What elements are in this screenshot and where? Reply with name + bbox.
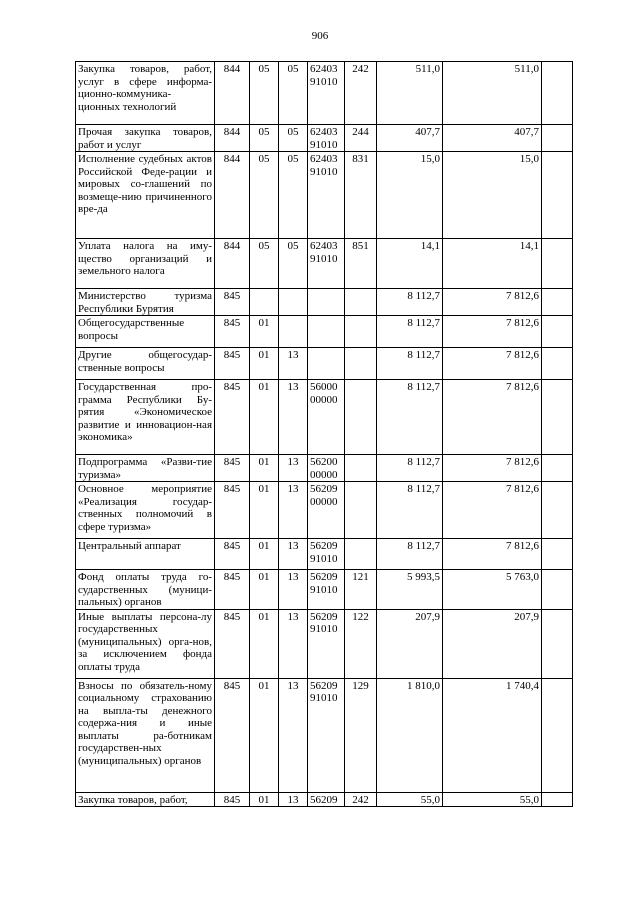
- subsection-code: [279, 289, 308, 316]
- ministry-code: 845: [215, 609, 250, 678]
- amount-second-year: 7 812,6: [443, 316, 542, 348]
- table-row: [76, 380, 573, 455]
- expense-type: [345, 482, 377, 539]
- row-name: Министерство туризма Республики Бурятия: [76, 289, 215, 316]
- section-code: 01: [250, 455, 279, 482]
- ministry-code: 845: [215, 678, 250, 792]
- empty-cell: [542, 792, 573, 807]
- target-article: 56209 91010: [308, 539, 345, 570]
- table-row: [76, 678, 573, 792]
- target-article: 56209 91010: [308, 609, 345, 678]
- empty-cell: [542, 152, 573, 239]
- amount-first-year: 8 112,7: [377, 539, 443, 570]
- expense-type: 121: [345, 570, 377, 610]
- section-code: 05: [250, 239, 279, 289]
- row-name: Уплата налога на иму-щество организаций и земельного налога: [76, 239, 215, 289]
- target-article: 56000 00000: [308, 380, 345, 455]
- row-name: Центральный аппарат: [76, 539, 215, 570]
- amount-second-year: 5 763,0: [443, 570, 542, 610]
- table-row: [76, 239, 573, 289]
- ministry-code: 845: [215, 539, 250, 570]
- ministry-code: 845: [215, 455, 250, 482]
- amount-first-year: 8 112,7: [377, 380, 443, 455]
- row-name: Закупка товаров, работ, услуг в сфере информа-ционно-коммуника-ционных технологий: [76, 62, 215, 125]
- page-number: 906: [311, 30, 329, 42]
- empty-cell: [542, 348, 573, 380]
- empty-cell: [542, 380, 573, 455]
- row-name: Подпрограмма «Разви-тие туризма»: [76, 455, 215, 482]
- amount-first-year: 8 112,7: [377, 482, 443, 539]
- subsection-code: 05: [279, 239, 308, 289]
- amount-second-year: 7 812,6: [443, 482, 542, 539]
- target-article: 56200 00000: [308, 455, 345, 482]
- table-row: [76, 62, 573, 125]
- row-name: Государственная про-грамма Республики Бу-рятия «Экономическое развитие и инновацион-ная экономика»: [76, 380, 215, 455]
- amount-first-year: 14,1: [377, 239, 443, 289]
- subsection-code: 13: [279, 609, 308, 678]
- table-row: [76, 152, 573, 239]
- expense-type: 851: [345, 239, 377, 289]
- table-row: [76, 289, 573, 316]
- amount-first-year: 1 810,0: [377, 678, 443, 792]
- empty-cell: [542, 570, 573, 610]
- table-body: [76, 62, 573, 807]
- expense-type: [345, 455, 377, 482]
- subsection-code: 13: [279, 539, 308, 570]
- section-code: 05: [250, 125, 279, 152]
- row-name: Исполнение судебных актов Российской Феде-рации и мировых со-глашений по возмеще-нию причиненного вре-да: [76, 152, 215, 239]
- table-row: [76, 125, 573, 152]
- section-code: 01: [250, 539, 279, 570]
- ministry-code: 844: [215, 62, 250, 125]
- amount-first-year: 511,0: [377, 62, 443, 125]
- row-name: Общегосударственные вопросы: [76, 316, 215, 348]
- amount-second-year: 407,7: [443, 125, 542, 152]
- table-row: [76, 316, 573, 348]
- target-article: [308, 316, 345, 348]
- row-name: Иные выплаты персона-лу государственных (муниципальных) орга-нов, за исключением фонда оплаты труда: [76, 609, 215, 678]
- section-code: 01: [250, 678, 279, 792]
- target-article: 56209 91010: [308, 678, 345, 792]
- expense-type: 242: [345, 792, 377, 807]
- table-row: [76, 570, 573, 610]
- target-article: [308, 348, 345, 380]
- section-code: 01: [250, 316, 279, 348]
- expense-type: [345, 380, 377, 455]
- subsection-code: 13: [279, 455, 308, 482]
- empty-cell: [542, 482, 573, 539]
- empty-cell: [542, 289, 573, 316]
- amount-first-year: 55,0: [377, 792, 443, 807]
- empty-cell: [542, 609, 573, 678]
- ministry-code: 844: [215, 125, 250, 152]
- ministry-code: 845: [215, 348, 250, 380]
- amount-second-year: 55,0: [443, 792, 542, 807]
- section-code: 01: [250, 609, 279, 678]
- ministry-code: 845: [215, 380, 250, 455]
- expense-type: 831: [345, 152, 377, 239]
- subsection-code: 05: [279, 152, 308, 239]
- amount-second-year: 7 812,6: [443, 289, 542, 316]
- expense-type: 129: [345, 678, 377, 792]
- empty-cell: [542, 678, 573, 792]
- target-article: 62403 91010: [308, 239, 345, 289]
- amount-first-year: 8 112,7: [377, 289, 443, 316]
- amount-second-year: 7 812,6: [443, 455, 542, 482]
- expense-type: [345, 539, 377, 570]
- row-name: Взносы по обязатель-ному социальному страхованию на выпла-ты денежного содержа-ния и иные выплаты ра-ботникам государствен-ных (муниципальных) органов: [76, 678, 215, 792]
- target-article: 62403 91010: [308, 125, 345, 152]
- table-row: [76, 792, 573, 807]
- subsection-code: [279, 316, 308, 348]
- table-row: [76, 455, 573, 482]
- table-row: [76, 482, 573, 539]
- amount-first-year: 15,0: [377, 152, 443, 239]
- row-name: Фонд оплаты труда го-сударственных (муници-пальных) органов: [76, 570, 215, 610]
- section-code: 01: [250, 380, 279, 455]
- amount-first-year: 5 993,5: [377, 570, 443, 610]
- empty-cell: [542, 239, 573, 289]
- target-article: 62403 91010: [308, 62, 345, 125]
- section-code: 01: [250, 482, 279, 539]
- section-code: 01: [250, 570, 279, 610]
- subsection-code: 13: [279, 678, 308, 792]
- subsection-code: 13: [279, 482, 308, 539]
- expense-type: 122: [345, 609, 377, 678]
- amount-second-year: 1 740,4: [443, 678, 542, 792]
- amount-second-year: 511,0: [443, 62, 542, 125]
- ministry-code: 845: [215, 289, 250, 316]
- target-article: 56209 91010: [308, 570, 345, 610]
- empty-cell: [542, 539, 573, 570]
- amount-second-year: 7 812,6: [443, 380, 542, 455]
- empty-cell: [542, 316, 573, 348]
- table-row: [76, 539, 573, 570]
- amount-second-year: 7 812,6: [443, 539, 542, 570]
- amount-second-year: 7 812,6: [443, 348, 542, 380]
- expense-type: 242: [345, 62, 377, 125]
- empty-cell: [542, 62, 573, 125]
- amount-second-year: 207,9: [443, 609, 542, 678]
- subsection-code: 05: [279, 125, 308, 152]
- amount-second-year: 15,0: [443, 152, 542, 239]
- expense-type: 244: [345, 125, 377, 152]
- ministry-code: 844: [215, 152, 250, 239]
- row-name: Закупка товаров, работ,: [76, 792, 215, 807]
- expense-type: [345, 316, 377, 348]
- table-row: [76, 609, 573, 678]
- ministry-code: 845: [215, 482, 250, 539]
- amount-first-year: 407,7: [377, 125, 443, 152]
- amount-first-year: 8 112,7: [377, 455, 443, 482]
- target-article: 56209 00000: [308, 482, 345, 539]
- section-code: 01: [250, 348, 279, 380]
- subsection-code: 13: [279, 570, 308, 610]
- ministry-code: 844: [215, 239, 250, 289]
- row-name: Основное мероприятие «Реализация государ-ственных полномочий в сфере туризма»: [76, 482, 215, 539]
- target-article: 62403 91010: [308, 152, 345, 239]
- subsection-code: 13: [279, 348, 308, 380]
- subsection-code: 13: [279, 380, 308, 455]
- target-article: 56209: [308, 792, 345, 807]
- row-name: Другие общегосудар-ственные вопросы: [76, 348, 215, 380]
- expense-type: [345, 348, 377, 380]
- section-code: 01: [250, 792, 279, 807]
- subsection-code: 13: [279, 792, 308, 807]
- amount-second-year: 14,1: [443, 239, 542, 289]
- empty-cell: [542, 455, 573, 482]
- amount-first-year: 8 112,7: [377, 316, 443, 348]
- section-code: 05: [250, 152, 279, 239]
- empty-cell: [542, 125, 573, 152]
- table-row: [76, 348, 573, 380]
- ministry-code: 845: [215, 316, 250, 348]
- row-name: Прочая закупка товаров, работ и услуг: [76, 125, 215, 152]
- section-code: 05: [250, 62, 279, 125]
- ministry-code: 845: [215, 570, 250, 610]
- expense-type: [345, 289, 377, 316]
- subsection-code: 05: [279, 62, 308, 125]
- section-code: [250, 289, 279, 316]
- amount-first-year: 8 112,7: [377, 348, 443, 380]
- target-article: [308, 289, 345, 316]
- ministry-code: 845: [215, 792, 250, 807]
- budget-table: [75, 61, 573, 807]
- amount-first-year: 207,9: [377, 609, 443, 678]
